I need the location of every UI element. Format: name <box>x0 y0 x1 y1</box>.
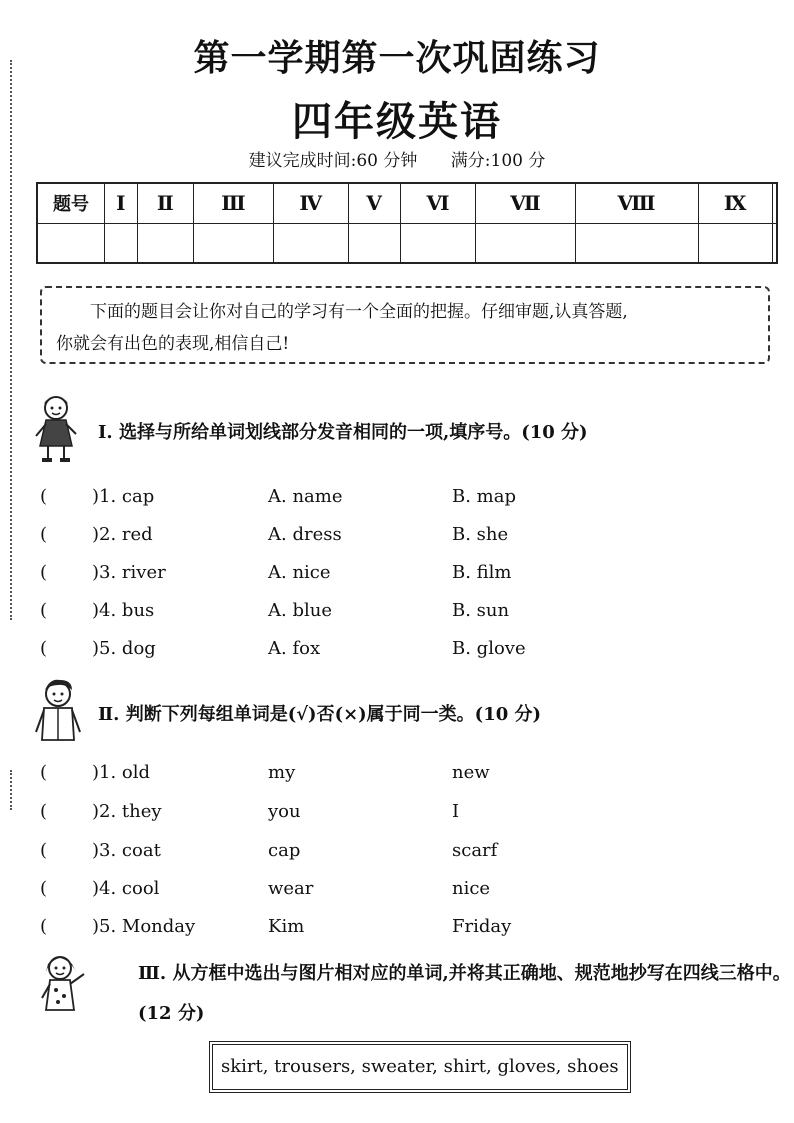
time-label: 建议完成时间:60 分钟 <box>248 151 418 171</box>
word-3: Friday <box>452 916 512 937</box>
question-word: )3. river <box>92 562 166 583</box>
question-row <box>40 758 740 788</box>
score-entry-cell[interactable] <box>348 223 400 263</box>
note-line-1: 下面的题目会让你对自己的学习有一个全面的把握。仔细审题,认真答题, <box>90 302 628 322</box>
score-col-1: Ⅰ <box>105 183 138 223</box>
option-b: B. sun <box>452 600 510 621</box>
question-word: )4. bus <box>92 600 155 621</box>
option-b: B. glove <box>452 638 526 659</box>
score-col-7: Ⅶ <box>476 183 575 223</box>
score-entry-cell[interactable] <box>37 223 105 263</box>
answer-blank[interactable]: ( <box>40 762 48 783</box>
word-bank-box: skirt, trousers, sweater, shirt, gloves, shoes <box>212 1044 628 1090</box>
question-word: )5. dog <box>92 638 156 659</box>
section-3-heading: Ⅲ. 从方框中选出与图片相对应的单词,并将其正确地、规范地抄写在四线三格中。(12 分) <box>138 963 791 1024</box>
score-entry-cell[interactable] <box>137 223 193 263</box>
answer-blank[interactable]: ( <box>40 600 48 621</box>
page-title: 第一学期第一次巩固练习 <box>193 37 601 79</box>
score-entry-cell[interactable] <box>400 223 476 263</box>
question-row <box>40 912 740 942</box>
score-col-5: Ⅴ <box>348 183 400 223</box>
score-label: 满分:100 分 <box>450 151 546 171</box>
score-entry-cell[interactable] <box>476 223 575 263</box>
score-col-2: Ⅱ <box>137 183 193 223</box>
answer-blank[interactable]: ( <box>40 638 48 659</box>
page-subtitle: 四年级英语 <box>292 99 502 145</box>
question-row <box>40 482 740 512</box>
answer-blank[interactable]: ( <box>40 840 48 861</box>
score-entry-cell[interactable] <box>273 223 348 263</box>
answer-blank[interactable]: ( <box>40 801 48 822</box>
score-table <box>36 182 778 264</box>
score-col-10 <box>772 183 777 223</box>
answer-blank[interactable]: ( <box>40 878 48 899</box>
word-3: nice <box>452 878 491 899</box>
question-word: )2. they <box>92 801 162 822</box>
option-b: B. film <box>452 562 512 583</box>
word-3: scarf <box>452 840 498 861</box>
question-word: )4. cool <box>92 878 160 899</box>
question-row <box>40 634 740 664</box>
option-a: A. fox <box>268 638 321 659</box>
word-2: cap <box>268 840 301 861</box>
girl-figure-icon <box>30 392 88 464</box>
note-line-2: 你就会有出色的表现,相信自己! <box>56 334 290 354</box>
answer-blank[interactable]: ( <box>40 524 48 545</box>
score-table-header-label: 题号 <box>37 183 105 223</box>
score-col-4: Ⅳ <box>273 183 348 223</box>
question-word: )2. red <box>92 524 153 545</box>
answer-blank[interactable]: ( <box>40 562 48 583</box>
answer-blank[interactable]: ( <box>40 486 48 507</box>
word-3: new <box>452 762 490 783</box>
score-col-3: Ⅲ <box>193 183 273 223</box>
girl-pointing-figure-icon <box>34 950 92 1022</box>
word-3: I <box>452 801 460 822</box>
question-row <box>40 520 740 550</box>
score-col-8: Ⅷ <box>575 183 698 223</box>
question-word: )1. old <box>92 762 151 783</box>
question-word: )1. cap <box>92 486 155 507</box>
option-b: B. map <box>452 486 516 507</box>
score-entry-cell[interactable] <box>772 223 777 263</box>
question-word: )5. Monday <box>92 916 196 937</box>
score-entry-cell[interactable] <box>193 223 273 263</box>
score-entry-cell[interactable] <box>105 223 138 263</box>
score-table-entry-row <box>37 223 777 263</box>
score-entry-cell[interactable] <box>575 223 698 263</box>
option-a: A. name <box>268 486 343 507</box>
option-a: A. dress <box>268 524 342 545</box>
score-entry-cell[interactable] <box>698 223 772 263</box>
option-a: A. blue <box>268 600 332 621</box>
question-row <box>40 596 740 626</box>
option-a: A. nice <box>268 562 331 583</box>
exam-info <box>0 146 794 171</box>
question-row <box>40 558 740 588</box>
score-col-6: Ⅵ <box>400 183 476 223</box>
word-2: Kim <box>268 916 305 937</box>
answer-blank[interactable]: ( <box>40 916 48 937</box>
question-word: )3. coat <box>92 840 161 861</box>
section-2-heading: Ⅱ. 判断下列每组单词是(√)否(×)属于同一类。(10 分) <box>98 704 542 725</box>
binding-line-lower <box>10 770 12 810</box>
question-row <box>40 874 740 904</box>
word-2: you <box>268 801 301 822</box>
question-row <box>40 797 740 827</box>
word-2: wear <box>268 878 314 899</box>
section-1-heading: Ⅰ. 选择与所给单词划线部分发音相同的一项,填序号。(10 分) <box>98 422 588 443</box>
score-col-9: Ⅸ <box>698 183 772 223</box>
encouragement-note <box>40 286 770 364</box>
score-table-header-row <box>37 183 777 223</box>
question-row <box>40 836 740 866</box>
boy-figure-icon <box>30 676 88 748</box>
word-2: my <box>268 762 296 783</box>
option-b: B. she <box>452 524 509 545</box>
